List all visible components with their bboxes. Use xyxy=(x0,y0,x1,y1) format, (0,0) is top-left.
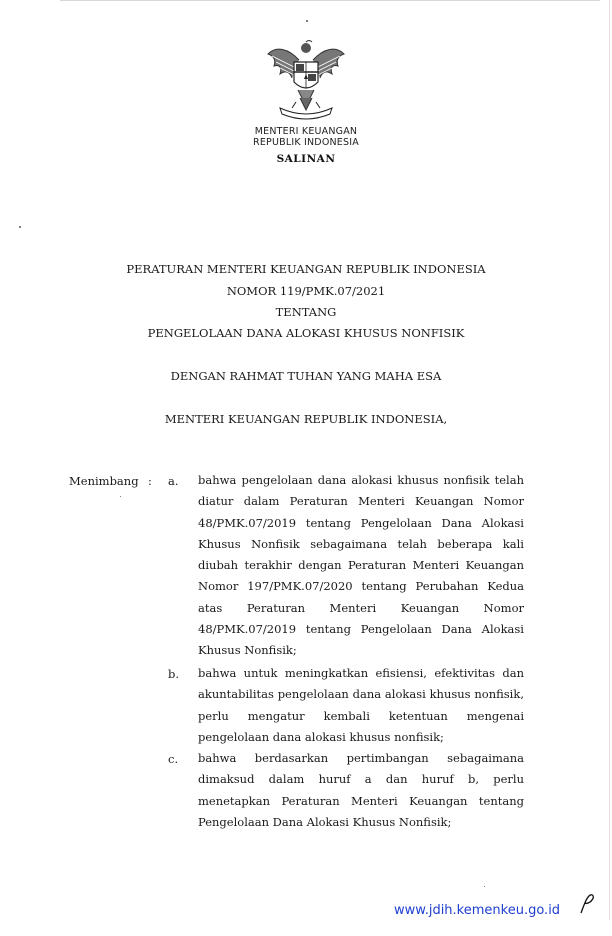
scan-speck xyxy=(484,886,485,887)
item-text-c: bahwa berdasarkan pertimbangan sebagaimana dimaksud dalam huruf a dan huruf b, perlu menetapkan Peraturan Menteri Keuangan tentang Pengelolaan Dana Alokasi Khusus Nonfisik; xyxy=(198,751,524,829)
item-text-a: bahwa pengelolaan dana alokasi khusus nonfisik telah diatur dalam Peraturan Menteri Keuangan Nomor 48/PMK.07/2019 tentang Pengelolaan Dana Alokasi Khusus Nonfisik sebagaimana telah beberapa kali diubah terakhir dengan Peraturan Menteri Keuangan Nomor 197/PMK.07/2020 tentang Perubahan Kedua atas Peraturan Menteri Keuangan Nomor 48/PMK.07/2019 tentang Pengelolaan Dana Alokasi Khusus Nonfisik; xyxy=(198,473,524,658)
regulation-title: PERATURAN MENTERI KEUANGAN REPUBLIK INDONESIA xyxy=(126,262,486,276)
authority-statement: MENTERI KEUANGAN REPUBLIK INDONESIA, xyxy=(164,412,448,426)
scan-speck xyxy=(19,226,21,228)
item-letter-c: c. xyxy=(168,752,179,766)
ministry-line-2: REPUBLIK INDONESIA xyxy=(253,137,359,148)
grace-statement: DENGAN RAHMAT TUHAN YANG MAHA ESA xyxy=(170,369,442,383)
considering-label: Menimbang xyxy=(69,474,139,488)
ministry-heading xyxy=(200,126,412,148)
item-text-b: bahwa untuk meningkatkan efisiensi, efektivitas dan akuntabilitas pengelolaan dana alokasi khusus nonfisik, perlu mengatur kembali ketentuan mengenai pengelolaan dana alokasi khusus nonfisik; xyxy=(198,666,524,744)
considering-colon: : xyxy=(148,474,152,488)
ministry-line-1: MENTERI KEUANGAN xyxy=(254,126,358,137)
scan-speck xyxy=(120,496,121,497)
regulation-number: NOMOR 119/PMK.07/2021 xyxy=(226,284,386,298)
regulation-subject: PENGELOLAAN DANA ALOKASI KHUSUS NONFISIK xyxy=(147,326,465,340)
scan-speck xyxy=(306,20,308,22)
regulation-about: TENTANG xyxy=(275,305,337,319)
jdih-website-link[interactable]: www.jdih.kemenkeu.go.id xyxy=(394,903,561,918)
copy-label: SALINAN xyxy=(276,153,336,165)
scan-edge-top xyxy=(60,0,600,1)
item-letter-a: a. xyxy=(168,474,179,488)
scan-edge-right xyxy=(609,0,610,920)
garuda-emblem-icon xyxy=(266,38,346,120)
paraf-icon xyxy=(578,893,596,915)
item-letter-b: b. xyxy=(168,667,180,681)
